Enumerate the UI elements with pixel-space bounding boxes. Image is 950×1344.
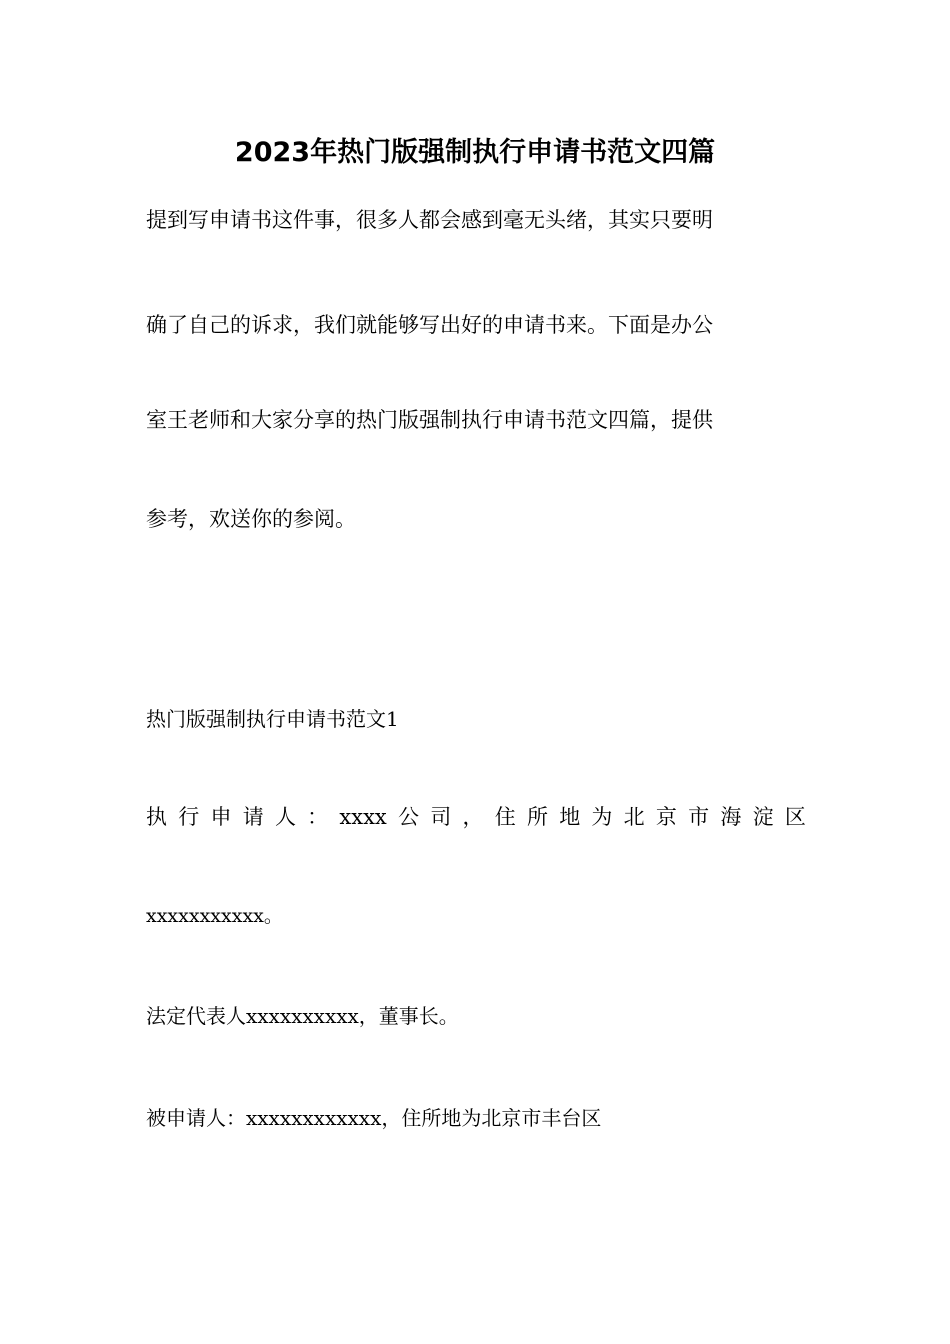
applicant-line-continued: xxxxxxxxxxx。 (146, 905, 283, 927)
respondent-line: 被申请人：xxxxxxxxxxxx，住所地为北京市丰台区 (146, 1106, 602, 1130)
applicant-token: 区 (784, 805, 806, 829)
applicant-token: 执 (146, 805, 167, 829)
applicant-token: 为 (591, 805, 613, 829)
applicant-token: ， (462, 805, 484, 829)
intro-line-1-text: 提到写申请书这件事，很多人都会感到毫无头绪，其实只要明 (146, 208, 713, 232)
applicant-token: 司 (430, 805, 452, 829)
intro-line-2 (146, 309, 806, 341)
applicant-token: 申 (210, 805, 232, 829)
applicant-token: 请 (242, 805, 264, 829)
applicant-token: 公 (398, 805, 420, 829)
document-title: 2023年热门版强制执行申请书范文四篇 (234, 137, 716, 168)
intro-line-1 (146, 204, 806, 236)
applicant-token: 所 (526, 805, 548, 829)
applicant-token: 地 (559, 805, 581, 829)
applicant-token: 淀 (752, 805, 774, 829)
applicant-line (146, 801, 806, 833)
applicant-token: xxxx (339, 805, 387, 829)
intro-line-3 (146, 404, 806, 436)
intro-line-4-text: 参考，欢送你的参阅。 (146, 507, 356, 531)
intro-line-4 (146, 503, 806, 535)
applicant-token: 京 (655, 805, 677, 829)
applicant-token: 海 (720, 805, 742, 829)
applicant-token: ： (307, 805, 329, 829)
section-heading: 热门版强制执行申请书范文1 (146, 707, 399, 731)
applicant-token: 行 (178, 805, 200, 829)
applicant-token: 住 (494, 805, 516, 829)
intro-line-2-text: 确了自己的诉求，我们就能够写出好的申请书来。下面是办公 (146, 313, 713, 337)
intro-line-3-text: 室王老师和大家分享的热门版强制执行申请书范文四篇，提供 (146, 408, 713, 432)
applicant-token: 北 (623, 805, 645, 829)
legal-representative-line: 法定代表人xxxxxxxxxx，董事长。 (146, 1004, 459, 1028)
applicant-token: 市 (688, 805, 710, 829)
applicant-token: 人 (274, 805, 296, 829)
